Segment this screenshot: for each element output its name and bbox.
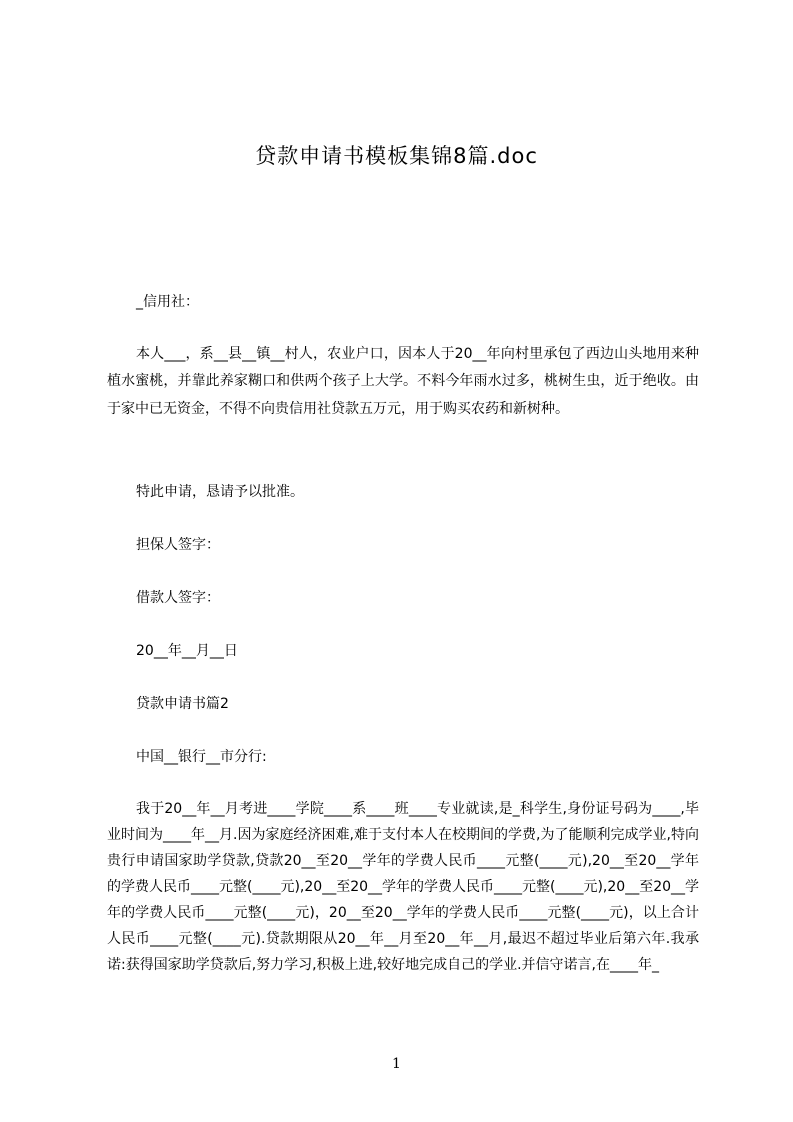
request-approval-line: 特此申请，恳请予以批准。 <box>136 484 304 500</box>
application-body-paragraph-1: 本人___，系__县__镇__村人，农业户口，因本人于20__年向村里承包了西边山头地用来种植水蜜桃，并靠此养家糊口和供两个孩子上大学。不料今年雨水过多，桃树生虫，近于绝收。由于家中已无资金，不得不向贵信用社贷款五万元，用于购买农药和新树种。 <box>107 346 699 417</box>
borrower-signature-line: 借款人签字： <box>136 590 220 606</box>
application-body-paragraph-2: 我于20__年__月考进____学院____系____班____专业就读,是_科学生,身份证号码为____,毕业时间为____年__月.因为家庭经济困难,难于支付本人在校期间的学费,为了能顺利完成学业,特向贵行申请国家助学贷款,贷款20__至20__学年的学费人民币____元整(____元),20__至20__学年的学费人民币____元整(____元),20__至20__学年的学费人民币____元整(____元),20__至20__学年的学费人民币____元整(____元)，20__至20__学年的学费人民币____元整(____元)，以上合计人民币____元整(____元).贷款期限从20__年__月至20__年__月,最迟不超过毕业后第六年.我承诺:获得国家助学贷款后,努力学习,积极上进,较好地完成自己的学业.并信守诺言,在____年_ <box>107 801 700 973</box>
salutation-bank-branch: 中国__银行__市分行: <box>136 749 267 765</box>
document-title: 贷款申请书模板集锦8篇.doc <box>255 144 538 168</box>
date-line: 20__年__月__日 <box>136 643 238 659</box>
salutation-credit-union: _信用社： <box>136 294 199 310</box>
section-2-heading: 贷款申请书篇2 <box>136 696 229 712</box>
guarantor-signature-line: 担保人签字： <box>136 537 220 553</box>
page-number: 1 <box>392 1056 401 1072</box>
